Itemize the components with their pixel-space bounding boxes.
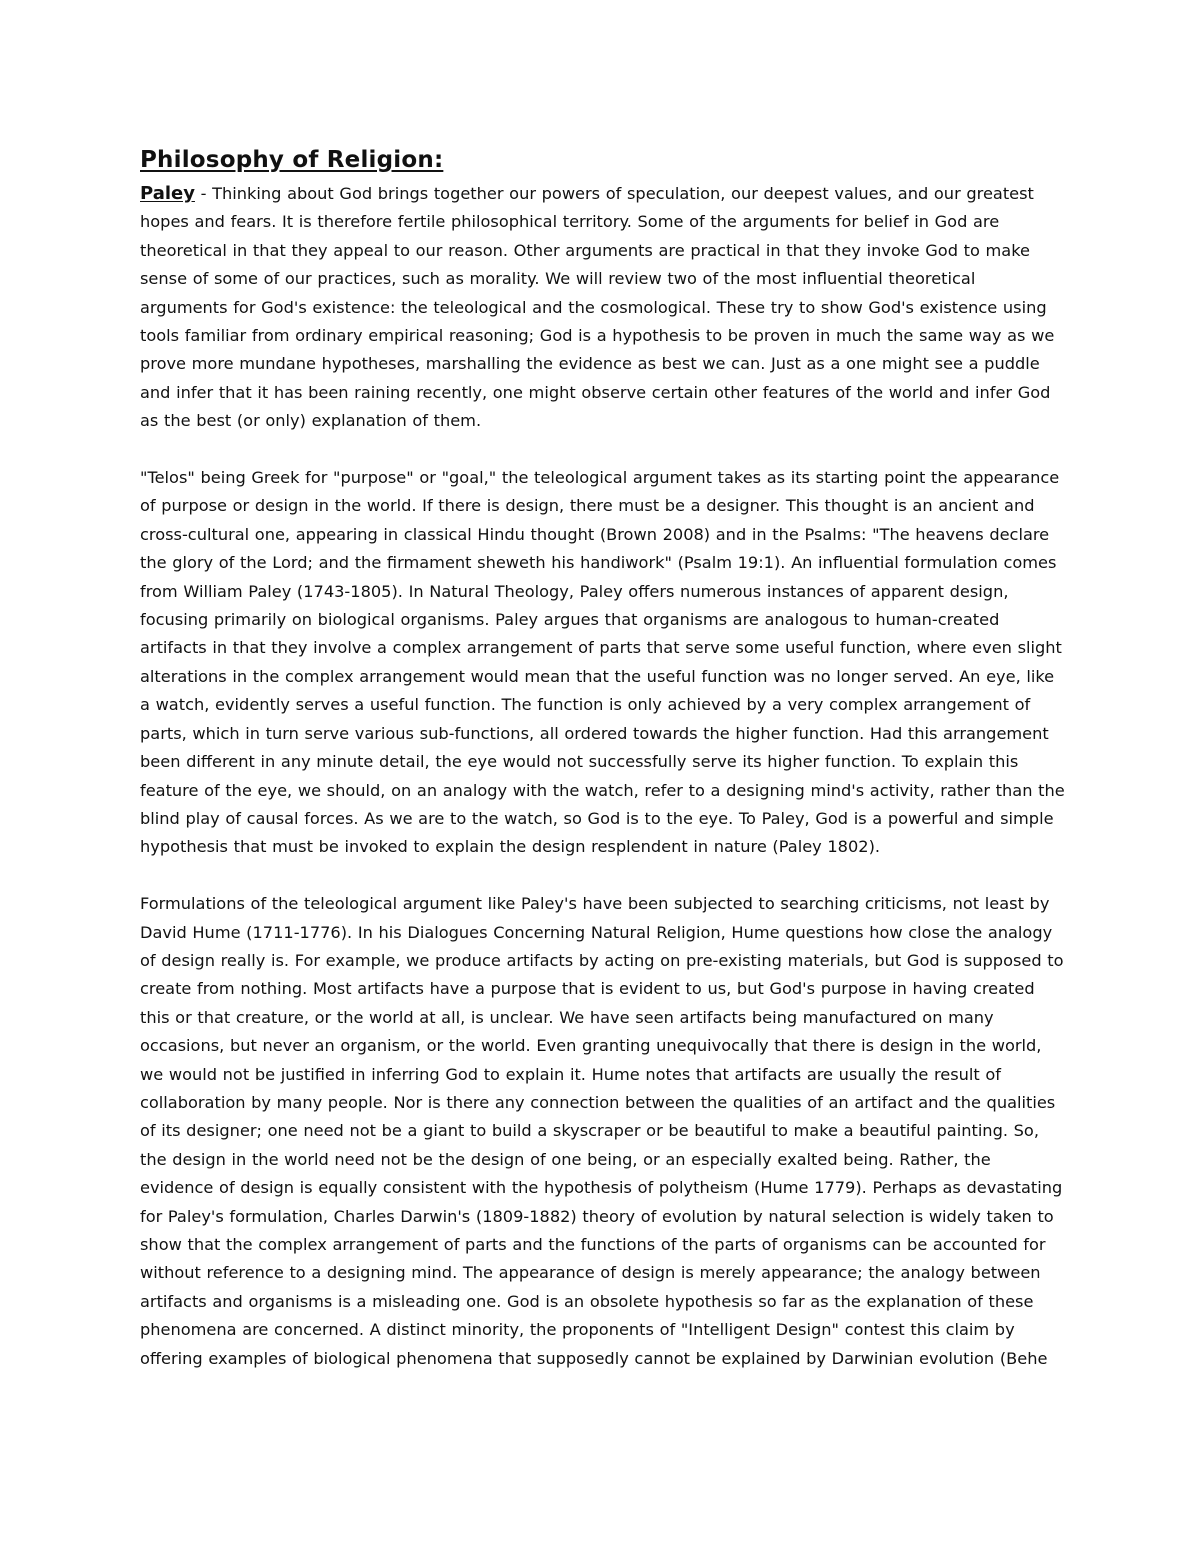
paragraph-intro-text: Thinking about God brings together our powers of speculation, our deepest values, and our greatest hopes and fears. It is therefore fertile philosophical territory. Some of the arguments for belief in God are theoretical in that they appeal to our reason. Other arguments are practical in that they invoke God to make sense of some of our practices, such as morality. We will review two of the most influential theoretical arguments for God's existence: the teleological and the cosmological. These try to show God's existence using tools familiar from ordinary empirical reasoning; God is a hypothesis to be proven in much the same way as we prove more mundane hypotheses, marshalling the evidence as best we can. Just as a one might see a puddle and infer that it has been raining recently, one might observe certain other features of the world and infer God as the best (or only) explanation of them. — [140, 184, 1055, 431]
paragraph-telos: "Telos" being Greek for "purpose" or "goal," the teleological argument takes as its starting point the appearance of purpose or design in the world. If there is design, there must be a designer. This thought is an ancient and cross-cultural one, appearing in classical Hindu thought (Brown 2008) and in the Psalms: "The heavens declare the glory of the Lord; and the firmament sheweth his handiwork" (Psalm 19:1). An influential formulation comes from William Paley (1743-1805). In Natural Theology, Paley offers numerous instances of apparent design, focusing primarily on biological organisms. Paley argues that organisms are analogous to human-created artifacts in that they involve a complex arrangement of parts that serve some useful function, where even slight alterations in the complex arrangement would mean that the useful function was no longer served. An eye, like a watch, evidently serves a useful function. The function is only achieved by a very complex arrangement of parts, which in turn serve various sub-functions, all ordered towards the higher function. Had this arrangement been different in any minute detail, the eye would not successfully serve its higher function. To explain this feature of the eye, we should, on an analogy with the watch, refer to a designing mind's activity, rather than the blind play of causal forces. As we are to the watch, so God is to the eye. To Paley, God is a powerful and simple hypothesis that must be invoked to explain the design resplendent in nature (Paley 1802). — [140, 468, 1065, 857]
paragraph-hume: Formulations of the teleological argument like Paley's have been subjected to searching criticisms, not least by David Hume (1711-1776). In his Dialogues Concerning Natural Religion, Hume questions how close the analogy of design really is. For example, we produce artifacts by acting on pre-existing materials, but God is supposed to create from nothing. Most artifacts have a purpose that is evident to us, but God's purpose in having created this or that creature, or the world at all, is unclear. We have seen artifacts being manufactured on many occasions, but never an organism, or the world. Even granting unequivocally that there is design in the world, we would not be justified in inferring God to explain it. Hume notes that artifacts are usually the result of collaboration by many people. Nor is there any connection between the qualities of an artifact and the qualities of its designer; one need not be a giant to build a skyscraper or be beautiful to make a beautiful painting. So, the design in the world need not be the design of one being, or an especially exalted being. Rather, the evidence of design is equally consistent with the hypothesis of polytheism (Hume 1779). Perhaps as devastating for Paley's formulation, Charles Darwin's (1809-1882) theory of evolution by natural selection is widely taken to show that the complex arrangement of parts and the functions of the parts of organisms can be accounted for without reference to a designing mind. The appearance of design is merely appearance; the analogy between artifacts and organisms is a misleading one. God is an obsolete hypothesis so far as the explanation of these phenomena are concerned. A distinct minority, the proponents of "Intelligent Design" contest this claim by offering examples of biological phenomena that supposedly cannot be explained by Darwinian evolution (Behe — [140, 894, 1064, 1368]
section-heading-paley: Paley — [140, 183, 195, 204]
page-title: Philosophy of Religion: — [140, 147, 444, 173]
heading-separator: - — [194, 184, 213, 203]
document-body — [140, 144, 1065, 1373]
paragraph-intro — [140, 180, 1065, 436]
